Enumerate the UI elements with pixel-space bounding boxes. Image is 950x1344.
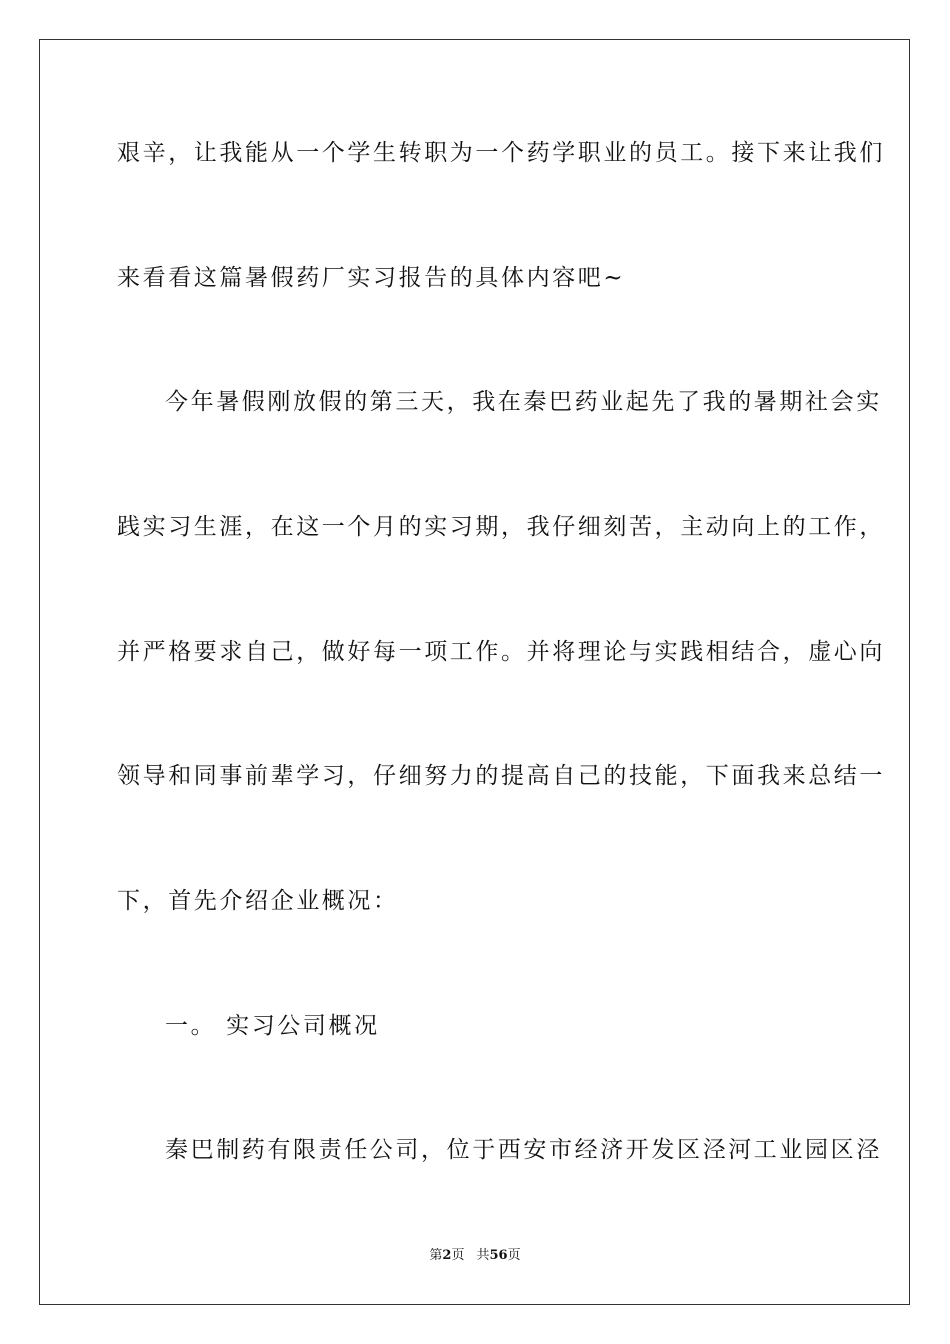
paragraph-start-line: 今年暑假刚放假的第三天，我在秦巴药业起先了我的暑期社会实 <box>165 389 882 415</box>
body-text-line-6: 领导和同事前辈学习，仔细努力的提高自己的技能，下面我来总结一 <box>117 763 885 789</box>
section-heading: 一。 实习公司概况 <box>165 1013 380 1039</box>
page-footer <box>0 1247 950 1265</box>
body-text-line-1: 艰辛，让我能从一个学生转职为一个药学职业的员工。接下来让我们 <box>117 140 885 166</box>
body-text-line-2: 来看看这篇暑假药厂实习报告的具体内容吧~ <box>117 265 626 291</box>
body-text-line-7: 下，首先介绍企业概况： <box>117 888 399 914</box>
body-text-line-4: 践实习生涯，在这一个月的实习期，我仔细刻苦，主动向上的工作， <box>117 514 885 540</box>
footer-total-pages: 56 <box>489 1248 508 1263</box>
footer-total-prefix: 共 <box>476 1248 490 1263</box>
footer-total-suffix: 页 <box>507 1248 521 1263</box>
footer-page-prefix: 第 <box>429 1248 443 1263</box>
footer-page-number: 2 <box>442 1248 452 1263</box>
footer-page-suffix: 页 <box>451 1248 465 1263</box>
body-text-line-5: 并严格要求自己，做好每一项工作。并将理论与实践相结合，虚心向 <box>117 639 885 665</box>
body-text-line-9: 秦巴制药有限责任公司，位于西安市经济开发区泾河工业园区泾 <box>165 1137 882 1163</box>
page-border <box>39 39 910 1305</box>
